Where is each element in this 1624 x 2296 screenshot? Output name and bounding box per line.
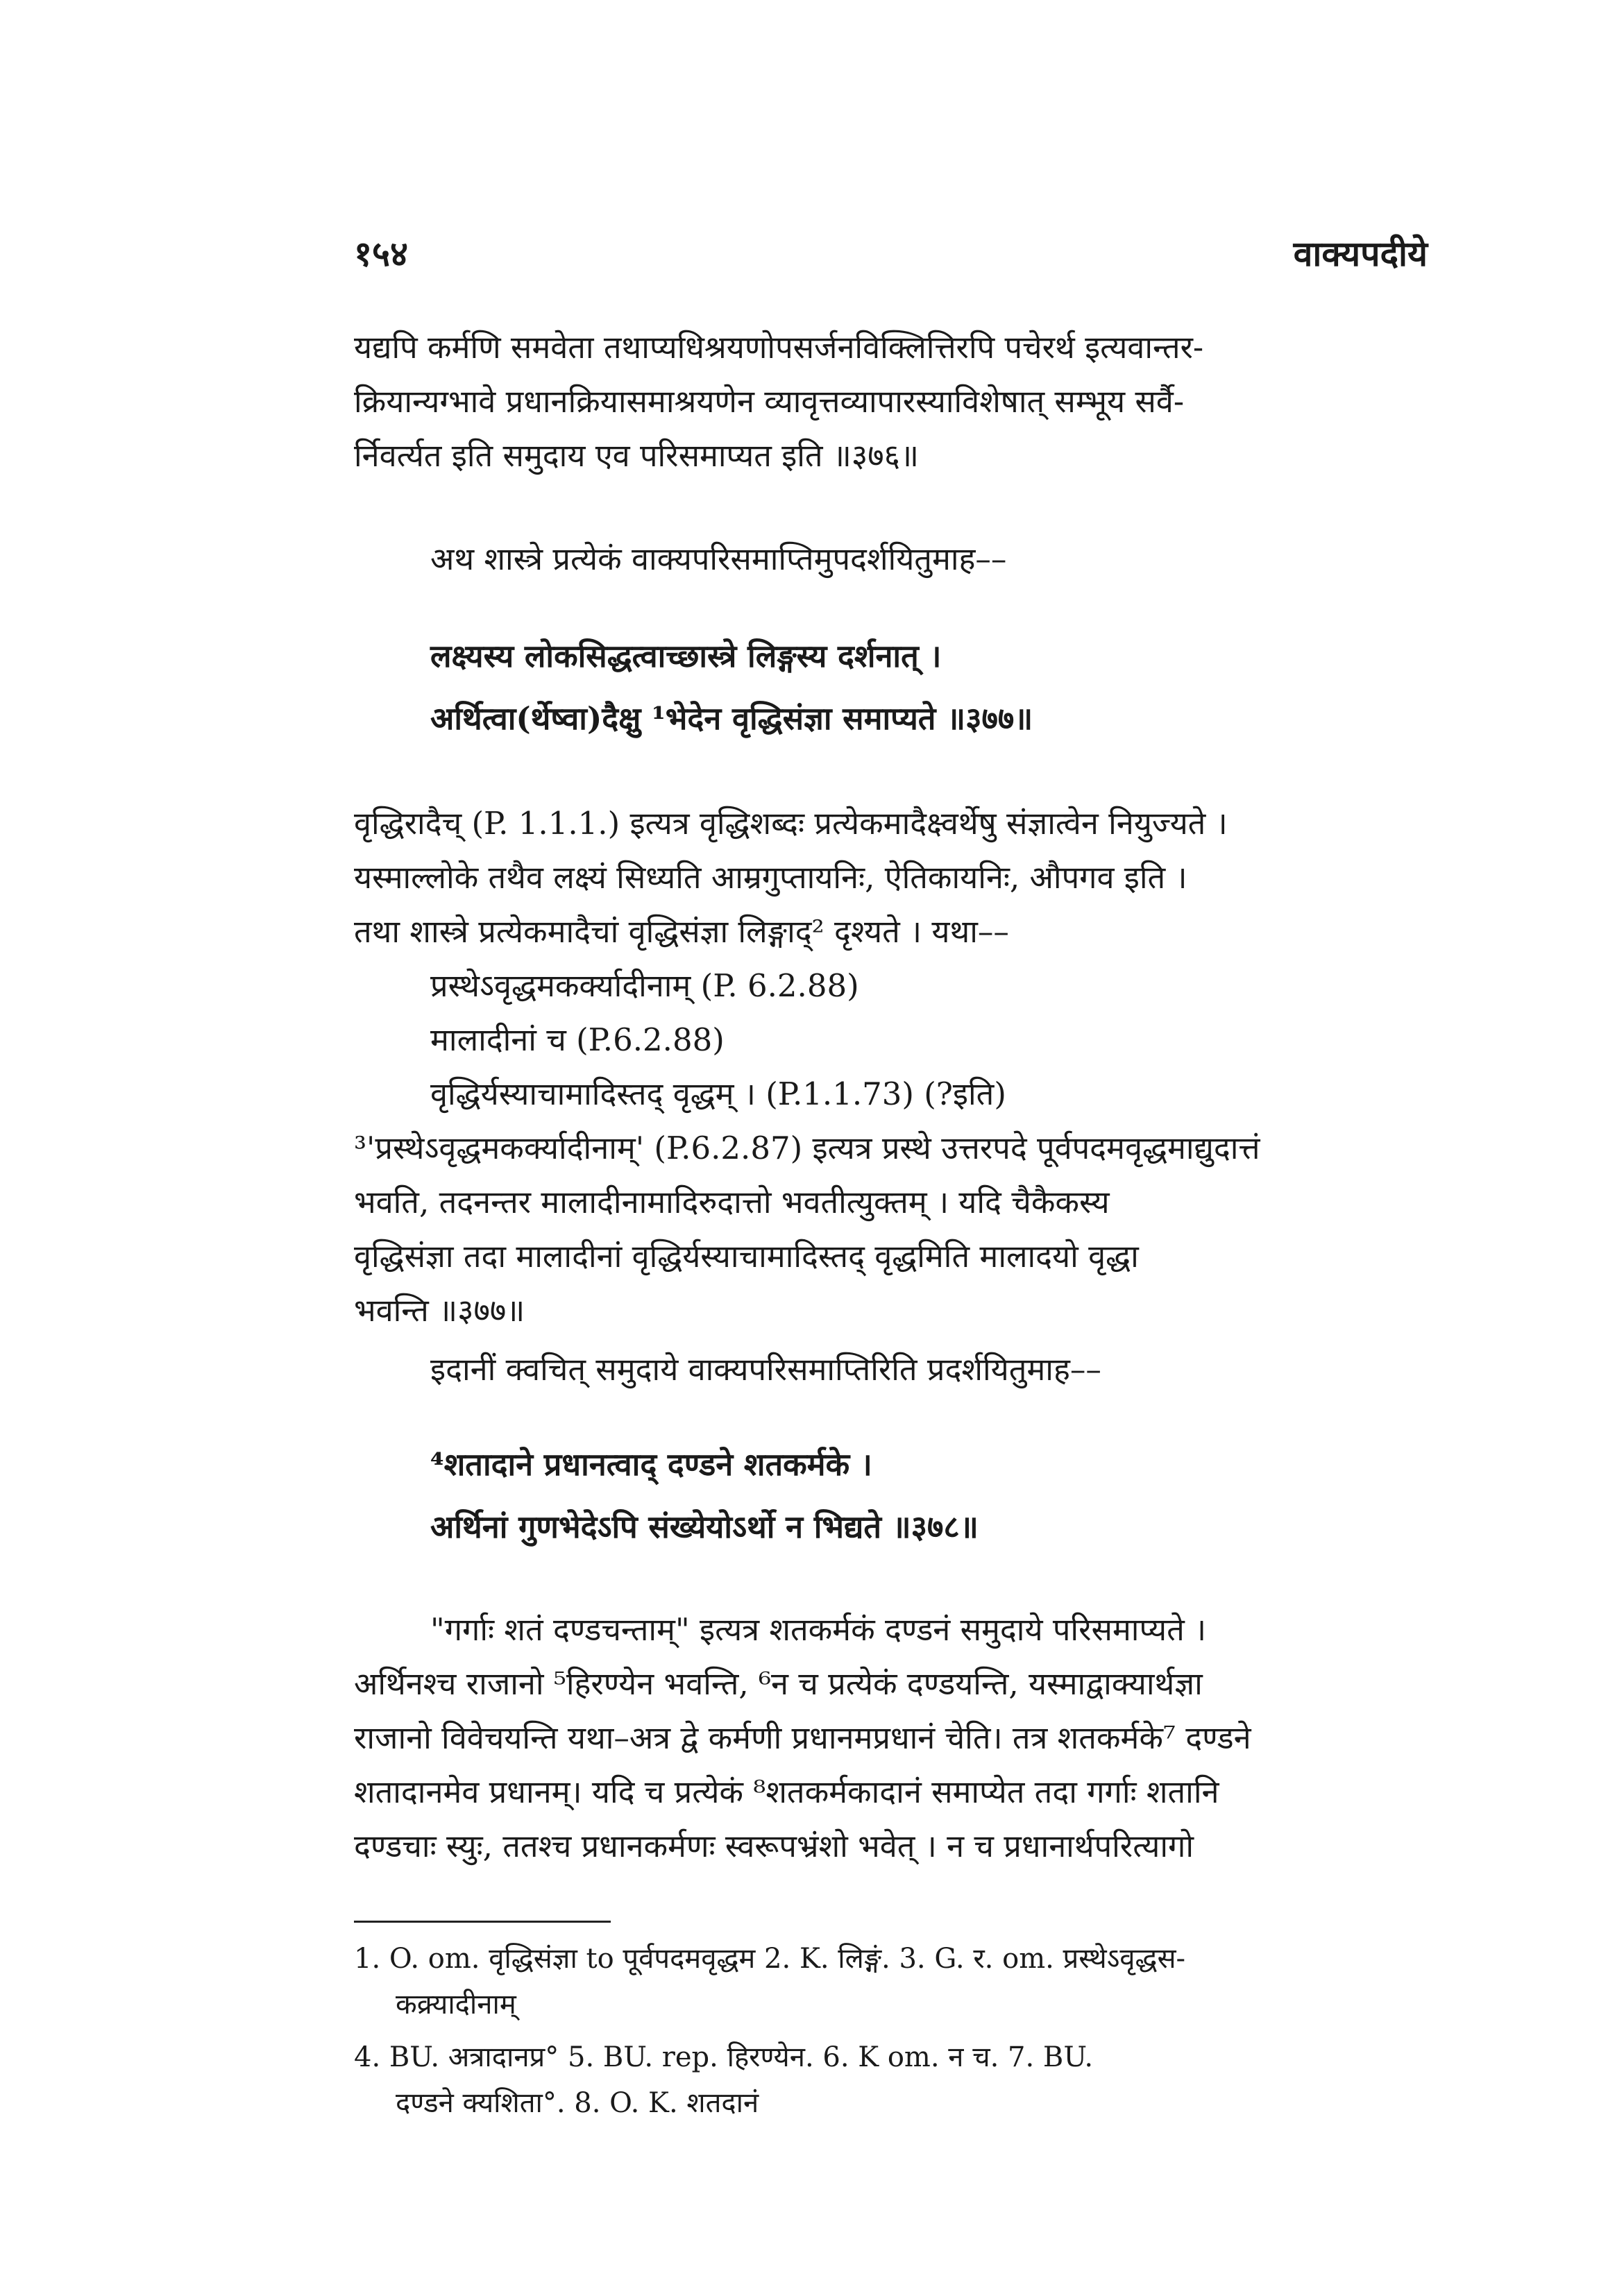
text-line: दण्डचाः स्युः, ततश्च प्रधानकर्मणः स्वरूपभ्रंशो भवेत् । न च प्रधानार्थपरित्यागो bbox=[354, 1828, 1194, 1864]
verse-line: अर्थित्वा(र्थेष्वा)दैक्षु ¹भेदेन वृद्धिसंज्ञा समाप्यते ॥३७७॥ bbox=[430, 700, 1033, 737]
text-line: "गर्गाः शतं दण्डचन्ताम्" इत्यत्र शतकर्मकं दण्डनं समुदाये परिसमाप्यते । bbox=[430, 1611, 1207, 1648]
text-line: वृद्धिसंज्ञा तदा मालादीनां वृद्धिर्यस्याचामादिस्तद् वृद्धमिति मालादयो वृद्धा bbox=[354, 1238, 1139, 1275]
footnote-divider bbox=[354, 1921, 611, 1923]
footnote-line: दण्डने क्यशिता°. 8. O. K. शतदानं bbox=[396, 2087, 759, 2119]
text-line: भवन्ति ॥३७७॥ bbox=[354, 1292, 525, 1329]
text-line: ³'प्रस्थेऽवृद्धमकर्क्यादीनाम्' (P.6.2.87) इत्यत्र प्रस्थे उत्तरपदे पूर्वपदमवृद्धमाद्युदात्तं bbox=[354, 1130, 1260, 1166]
footnotes bbox=[354, 1936, 1437, 2126]
text-line: यद्यपि कर्मणि समवेता तथाप्यधिश्रयणोपसर्जनविक्लित्तिरपि पचेरर्थ इत्यवान्तर- bbox=[354, 329, 1204, 366]
karika-378 bbox=[354, 1438, 1437, 1554]
text-line: वृद्धिरादैच् (P. 1.1.1.) इत्यत्र वृद्धिशब्दः प्रत्येकमादैक्ष्वर्थेषु संज्ञात्वेन नियुज्यते । bbox=[354, 805, 1228, 842]
text-line: भवति, तदनन्तर मालादीनामादिरुदात्तो भवतीत्युक्तम् । यदि चैकैकस्य bbox=[354, 1184, 1110, 1221]
text-line: अथ शास्त्रे प्रत्येकं वाक्यपरिसमाप्तिमुपदर्शयितुमाह–– bbox=[430, 541, 1007, 577]
sutra-line: मालादीनां च (P.6.2.88) bbox=[430, 1021, 725, 1058]
text-line: अर्थिनश्च राजानो ⁵हिरण्येन भवन्ति, ⁶न च प्रत्येकं दण्डयन्ति, यस्माद्वाक्यार्थज्ञा bbox=[354, 1665, 1203, 1702]
text-line: राजानो विवेचयन्ति यथा–अत्र द्वे कर्मणी प्रधानमप्रधानं चेति। तत्र शतकर्मके⁷ दण्डने bbox=[354, 1719, 1251, 1756]
running-title: वाक्यपदीये bbox=[1293, 233, 1428, 274]
text-line: यस्माल्लोके तथैव लक्ष्यं सिध्यति आम्रगुप्तायनिः, ऐतिकायनिः, औपगव इति । bbox=[354, 859, 1187, 896]
verse-line: लक्ष्यस्य लोकसिद्धत्वाच्छास्त्रे लिङ्गस्य दर्शनात् । bbox=[430, 638, 942, 674]
footnote-line: 4. BU. अत्रादानप्र° 5. BU. rep. हिरण्येन. 6. K om. न च. 7. BU. bbox=[354, 2041, 1094, 2073]
text-line: र्निवर्त्यत इति समुदाय एव परिसमाप्यत इति ॥३७६॥ bbox=[354, 437, 919, 474]
sutra-examples bbox=[354, 959, 1437, 1121]
commentary-paragraph-377 bbox=[354, 797, 1437, 959]
footnote-line: कक्र्यादीनाम् bbox=[396, 1989, 516, 2021]
verse-line: ⁴शतादाने प्रधानत्वाद् दण्डने शतकर्मके । bbox=[430, 1446, 872, 1483]
footnote-line: 1. O. om. वृद्धिसंज्ञा to पूर्वपदमवृद्धम 2. K. लिङ्गं. 3. G. र. om. प्रस्थेऽवृद्धस- bbox=[354, 1943, 1186, 1975]
sutra-line: वृद्धिर्यस्याचामादिस्तद् वृद्धम् । (P.1.1.73) (?इति) bbox=[430, 1075, 1006, 1112]
verse-line: अर्थिनां गुणभेदेऽपि संख्येयोऽर्थो न भिद्यते ॥३७८॥ bbox=[430, 1508, 979, 1545]
text-line: क्रियान्यग्भावे प्रधानक्रियासमाश्रयणेन व्यावृत्तव्यापारस्याविशेषात् सम्भूय सर्वै- bbox=[354, 383, 1185, 420]
karika-377 bbox=[354, 629, 1437, 746]
text-line: इदानीं क्वचित् समुदाये वाक्यपरिसमाप्तिरिति प्रदर्शयितुमाह–– bbox=[430, 1351, 1101, 1388]
text-line: शतादानमेव प्रधानम्। यदि च प्रत्येकं ⁸शतकर्मकादानं समाप्येत तदा गर्गाः शतानि bbox=[354, 1774, 1219, 1810]
verse-introduction bbox=[354, 532, 1437, 586]
text-line: तथा शास्त्रे प्रत्येकमादैचां वृद्धिसंज्ञा लिङ्गाद्² दृश्यते । यथा–– bbox=[354, 913, 1009, 950]
verse-introduction bbox=[354, 1343, 1437, 1397]
page-number: १५४ bbox=[354, 233, 408, 274]
sutra-line: प्रस्थेऽवृद्धमकर्क्यादीनाम् (P. 6.2.88) bbox=[430, 967, 859, 1004]
commentary-paragraph-378 bbox=[354, 1603, 1437, 1873]
commentary-paragraph-376 bbox=[354, 321, 1437, 483]
commentary-continuation bbox=[354, 1121, 1437, 1338]
